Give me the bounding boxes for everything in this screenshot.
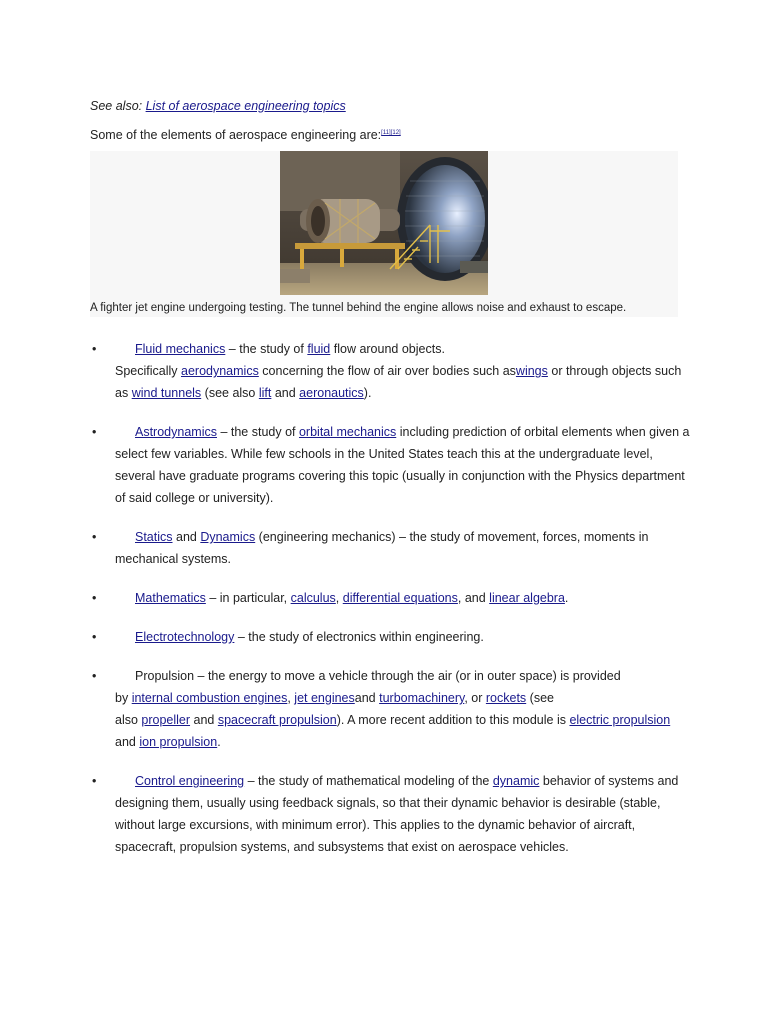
item-text: Propulsion – the energy to move a vehicle through the air (or in outer space) is provided: [135, 669, 621, 683]
list-item: [90, 626, 690, 648]
item-link[interactable]: internal combustion engines: [131, 691, 288, 705]
item-link[interactable]: Fluid mechanics: [135, 342, 226, 356]
list-item: [90, 587, 690, 609]
intro-paragraph: [90, 128, 401, 142]
see-also-line: [90, 99, 346, 113]
list-item: [90, 526, 690, 570]
item-link[interactable]: aerodynamics: [181, 364, 259, 378]
item-text: ,: [335, 591, 343, 605]
item-text: Specifically: [115, 364, 181, 378]
list-item: [90, 421, 690, 509]
item-text: behavior of systems and designing them, usually using feedback signals, so that their dynamic behavior is desirable (stable, without large excursions, with minimum error). This applies to the dynamic behavior of aircraft, spacecraft, propulsion systems, and subsystems that exist on aerospace vehicles.: [115, 774, 679, 854]
bullet-marker: •: [92, 425, 97, 439]
item-link[interactable]: Astrodynamics: [135, 425, 217, 439]
figure: [90, 151, 678, 317]
item-text: – the study of: [225, 342, 308, 356]
item-link[interactable]: aeronautics: [299, 386, 364, 400]
item-text: and: [354, 691, 380, 705]
item-link[interactable]: Electrotechnology: [135, 630, 235, 644]
item-text: .: [564, 591, 569, 605]
bullet-marker: •: [92, 630, 97, 644]
bullet-marker: •: [92, 342, 97, 356]
item-link[interactable]: Dynamics: [200, 530, 256, 544]
item-text: – the study of: [216, 425, 299, 439]
item-text: including prediction of orbital elements when given a select few variables. While few schools in the United States teach this at the undergraduate level, several have graduate programs covering this topic (usually in conjunction with the Physics department of said college or university).: [115, 425, 690, 505]
item-text: , and: [457, 591, 490, 605]
item-text: ). A more recent addition to this module is: [336, 713, 570, 727]
item-text: by: [115, 691, 132, 705]
item-text: and: [190, 713, 218, 727]
item-link[interactable]: Mathematics: [135, 591, 206, 605]
item-link[interactable]: spacecraft propulsion: [217, 713, 337, 727]
item-text: – the study of electronics within engineering.: [234, 630, 484, 644]
item-link[interactable]: orbital mechanics: [298, 425, 397, 439]
item-link[interactable]: jet engines: [294, 691, 355, 705]
item-text: ).: [363, 386, 372, 400]
bullet-marker: •: [92, 591, 97, 605]
item-link[interactable]: linear algebra: [489, 591, 565, 605]
item-link[interactable]: lift: [258, 386, 272, 400]
item-link[interactable]: calculus: [290, 591, 336, 605]
aerospace-topics-link[interactable]: List of aerospace engineering topics: [145, 99, 346, 113]
item-text: or through objects such as: [115, 364, 682, 400]
item-text: and: [172, 530, 201, 544]
item-text: (engineering mechanics) – the study of movement, forces, moments in mechanical systems.: [115, 530, 649, 566]
item-text: also: [115, 713, 142, 727]
item-link[interactable]: Statics: [135, 530, 173, 544]
item-text: (see: [526, 691, 554, 705]
item-link[interactable]: fluid: [307, 342, 331, 356]
reference-link[interactable]: [11][12]: [381, 129, 401, 136]
item-link[interactable]: turbomachinery: [379, 691, 465, 705]
item-text: and: [271, 386, 300, 400]
list-item: [90, 338, 690, 404]
item-link[interactable]: dynamic: [492, 774, 540, 788]
intro-text: Some of the elements of aerospace engineering are:: [90, 128, 382, 142]
item-text: (see also: [201, 386, 259, 400]
item-link[interactable]: rockets: [485, 691, 527, 705]
item-text: – in particular,: [205, 591, 291, 605]
figure-caption: A fighter jet engine undergoing testing. The tunnel behind the engine allows noise and exhaust to escape.: [90, 302, 627, 314]
item-link[interactable]: differential equations: [342, 591, 458, 605]
item-text: concerning the flow of air over bodies such as: [258, 364, 516, 378]
bullet-marker: •: [92, 774, 97, 788]
item-text: and: [115, 735, 140, 749]
item-link[interactable]: electric propulsion: [569, 713, 671, 727]
bullet-marker: •: [92, 530, 97, 544]
list-item: [90, 770, 690, 858]
item-text: – the study of mathematical modeling of the: [244, 774, 493, 788]
list-item: [90, 665, 690, 753]
elements-list: [90, 338, 690, 875]
item-link[interactable]: Control engineering: [135, 774, 245, 788]
item-text: ,: [287, 691, 295, 705]
item-text: .: [217, 735, 221, 749]
item-link[interactable]: wings: [515, 364, 548, 378]
item-text: , or: [464, 691, 486, 705]
item-link[interactable]: wind tunnels: [131, 386, 202, 400]
item-link[interactable]: ion propulsion: [139, 735, 218, 749]
item-link[interactable]: propeller: [141, 713, 191, 727]
jet-engine-photo: [280, 151, 488, 295]
see-also-prefix: See also:: [90, 99, 146, 113]
item-text: flow around objects.: [330, 342, 445, 356]
bullet-marker: •: [92, 669, 97, 683]
